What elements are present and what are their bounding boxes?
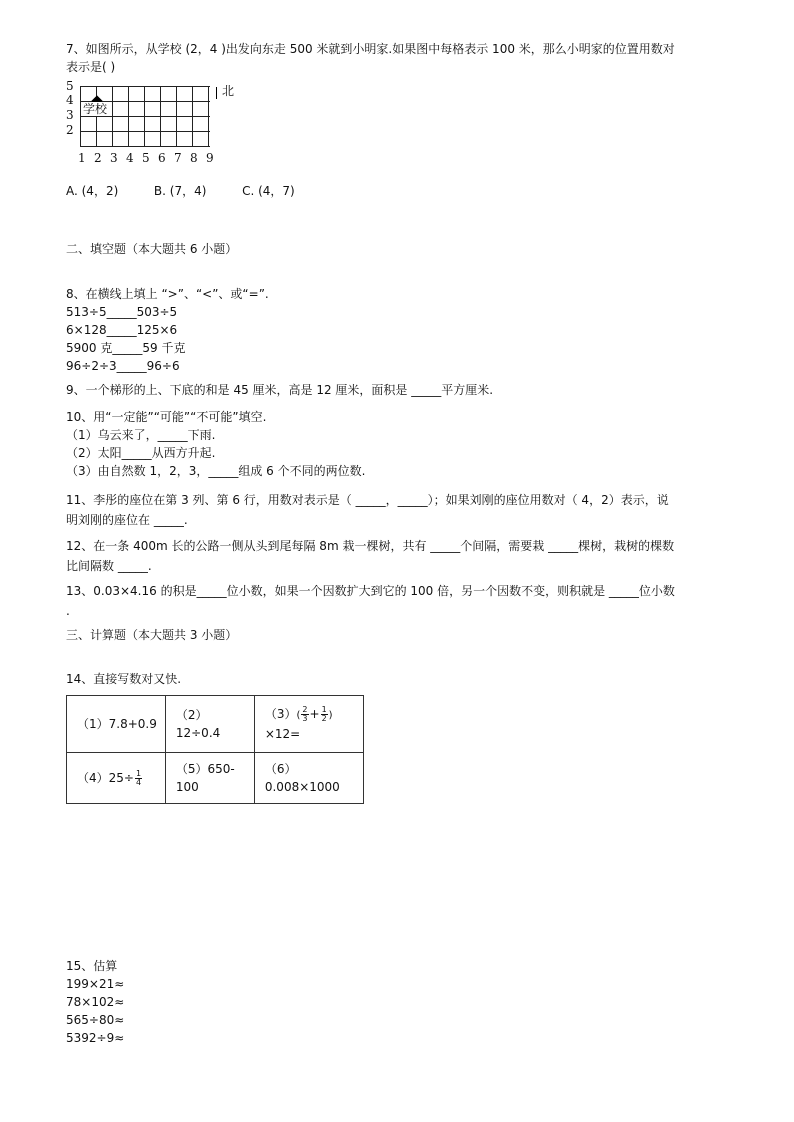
option-c[interactable]: C. (4，7) — [242, 184, 295, 198]
option-b[interactable]: B. (7，4) — [153, 184, 207, 198]
cell-expression-line1: （5）650- — [175, 762, 235, 776]
question-8-item: 5900 克_____59 千克 — [66, 341, 186, 355]
question-15 — [66, 957, 124, 1047]
table-cell — [165, 753, 254, 804]
question-7-text-line2: 表示是( ) — [66, 60, 116, 74]
grid-line — [128, 86, 129, 147]
y-axis-label: 2 — [66, 123, 74, 137]
x-axis-label: 2 — [94, 151, 102, 165]
question-8-title: 8、在横线上填上 “>”、“<”、或“=”. — [66, 287, 269, 301]
question-11-text-line1: 11、李彤的座位在第 3 列、第 6 行，用数对表示是（ _____，_____）；如果刘刚的座位用数对（ 4，2）表示，说 — [66, 493, 669, 507]
fraction: $\frac{2}{3}$ — [302, 705, 308, 723]
question-8 — [66, 285, 269, 375]
grid-line — [80, 86, 210, 87]
question-14-title: 14、直接写数对又快. — [66, 672, 182, 686]
question-8-item: 513÷5_____503÷5 — [66, 305, 178, 319]
cell-number: （3） — [264, 707, 297, 721]
cell-expression: （4）25÷ — [77, 771, 134, 785]
table-cell — [165, 696, 254, 753]
coordinate-grid-figure — [66, 80, 246, 170]
question-15-item: 565÷80≈ — [66, 1013, 125, 1027]
question-10-title: 10、用“一定能”“可能”“不可能”填空. — [66, 410, 267, 424]
question-7-text-line1: 7、如图所示，从学校 (2，4 )出发向东走 500 米就到小明家.如果图中每格表示 100 米，那么小明家的位置用数对 — [66, 42, 675, 56]
x-axis-label: 3 — [110, 151, 118, 165]
question-11 — [66, 490, 669, 530]
cell-expression-line2: 100 — [175, 780, 199, 794]
question-8-item: 6×128_____125×6 — [66, 323, 178, 337]
grid-line — [208, 86, 209, 147]
x-axis-label: 4 — [126, 151, 134, 165]
x-axis-label: 6 — [158, 151, 166, 165]
y-axis-label: 5 — [66, 79, 74, 93]
question-15-title: 15、估算 — [66, 959, 118, 973]
table-cell — [67, 696, 166, 753]
table-cell — [67, 753, 166, 804]
x-axis-label: 1 — [78, 151, 86, 165]
fraction: $\frac{1}{4}$ — [135, 769, 142, 787]
question-15-item: 5392÷9≈ — [66, 1031, 125, 1045]
question-15-item: 199×21≈ — [66, 977, 125, 991]
cell-expression: 12÷0.4 — [175, 726, 221, 740]
fraction: $\frac{1}{2}$ — [321, 705, 327, 723]
question-9: 9、一个梯形的上、下底的和是 45 厘米，高是 12 厘米，面积是 _____平方厘米. — [66, 383, 494, 397]
section-heading-fill-blank: 二、填空题（本大题共 6 小题） — [66, 242, 238, 256]
grid-line — [80, 146, 210, 147]
x-axis-label: 5 — [142, 151, 150, 165]
cell-expression: （1）7.8+0.9 — [77, 717, 157, 731]
question-10-item: （1）乌云来了，_____下雨. — [66, 428, 216, 442]
cell-number: （2） — [175, 708, 208, 722]
y-axis-label: 3 — [66, 108, 74, 122]
question-13-text-line1: 13、0.03×4.16 的积是_____位小数，如果一个因数扩大到它的 100 倍，另一个因数不变，则积就是 _____位小数 — [66, 584, 675, 598]
question-7 — [66, 40, 675, 76]
question-7-options — [66, 182, 295, 200]
table-cell — [254, 753, 363, 804]
cell-expression-line2: ×12= — [264, 727, 301, 741]
grid-line — [144, 86, 145, 147]
cell-expression: 0.008×1000 — [264, 780, 340, 794]
question-10-item: （2）太阳_____从西方升起. — [66, 446, 216, 460]
question-10-item: （3）由自然数 1，2，3，_____组成 6 个不同的两位数. — [66, 464, 366, 478]
grid-line — [192, 86, 193, 147]
question-11-text-line2: 明刘刚的座位在 _____. — [66, 513, 188, 527]
grid-line — [80, 116, 210, 117]
grid-line — [80, 86, 81, 147]
option-a[interactable]: A. (4，2) — [66, 184, 119, 198]
north-arrow-icon — [216, 87, 217, 99]
question-13 — [66, 581, 675, 621]
question-12-text-line2: 比间隔数 _____. — [66, 559, 152, 573]
grid-line — [160, 86, 161, 147]
north-label: 北 — [222, 84, 235, 98]
question-8-item: 96÷2÷3_____96÷6 — [66, 359, 180, 373]
grid-line — [80, 131, 210, 132]
y-axis-label: 4 — [66, 93, 74, 107]
question-10 — [66, 408, 365, 480]
x-axis-label: 7 — [174, 151, 182, 165]
question-15-item: 78×102≈ — [66, 995, 125, 1009]
grid-line — [176, 86, 177, 147]
question-12 — [66, 536, 674, 576]
plus-sign: + — [309, 707, 320, 721]
x-axis-label: 9 — [206, 151, 214, 165]
grid-line — [112, 86, 113, 147]
table-cell — [254, 696, 363, 753]
section-heading-calculation: 三、计算题（本大题共 3 小题） — [66, 628, 238, 642]
question-13-text-line2: . — [66, 604, 70, 618]
cell-number: （6） — [264, 762, 297, 776]
x-axis-label: 8 — [190, 151, 198, 165]
cell-expression-line1: （3）( $\frac{2}{3}$ + $\frac{1}{2}$ ) — [264, 705, 333, 723]
school-label: 学校 — [83, 102, 108, 116]
question-12-text-line1: 12、在一条 400m 长的公路一侧从头到尾每隔 8m 栽一棵树，共有 _____个间隔，需要栽 _____棵树，栽树的棵数 — [66, 539, 675, 553]
calculation-table — [66, 695, 364, 804]
